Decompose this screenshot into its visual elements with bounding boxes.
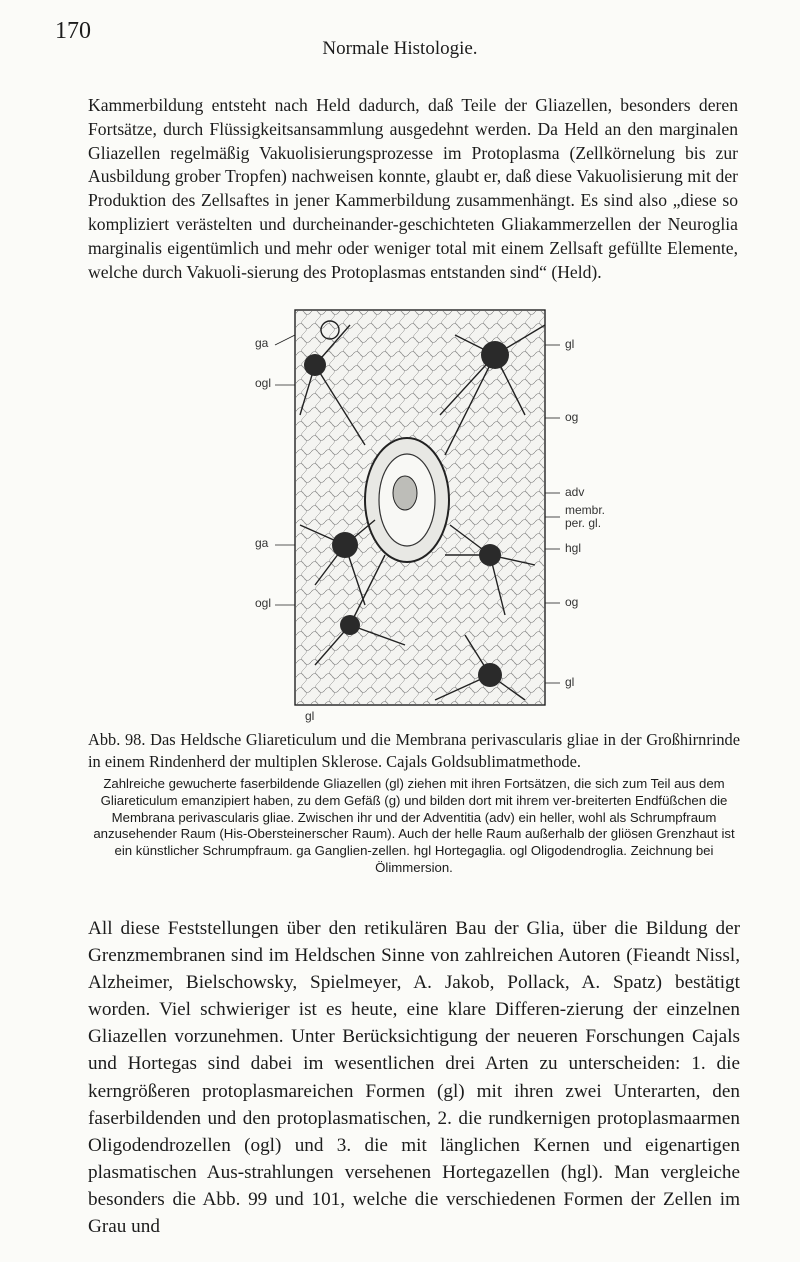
label-og-bottom: og (565, 595, 579, 609)
figure-caption-title: Abb. 98. Das Heldsche Gliareticulum und die Membrana perivascularis gliae in der Großhirnrinde in einem Rindenherd der multiplen Sklerose. Cajals Goldsublimatmethode. (88, 730, 740, 771)
figure-abb-98 (255, 305, 625, 725)
label-membr-per-gl: membr. per. gl. (565, 503, 606, 530)
label-ogl-top: ogl (255, 376, 272, 390)
label-ogl-bottom: ogl (255, 596, 272, 610)
paragraph-2: All diese Feststellungen über den retikulären Bau der Glia, über die Bildung der Grenzmembranen sind im Heldschen Sinne von zahlreichen Autoren (Fieandt Nissl, Alzheimer, Bielschowsky, Spielmeyer, A. Jakob, Pollack, A. Spatz) bestätigt worden. Viel schwieriger ist es heute, eine klare Differen-zierung der einzelnen Gliazellen vorzunehmen. Unter Berücksichtigung der neueren Forschungen Cajals und Hortegas sind dabei im wesentlichen drei Arten zu unterscheiden: 1. die kerngrößeren protoplasmareichen Formen (gl) mit ihren zwei Unterarten, den faserbildenden und den protoplasmatischen, 2. die rundkernigen protoplasmaarmen Oligodendrozellen (ogl) und 3. die mit länglichen Kernen und eigenartigen plasmatischen Aus-strahlungen versehenen Hortegazellen (hgl). Man vergleiche besonders die Abb. 99 und 101, welche die verschiedenen Formen der Zellen im Grau und (88, 918, 740, 1238)
page-number: 170 (55, 18, 91, 44)
label-ga-middle: ga (255, 536, 269, 550)
label-gl-bottom: gl (305, 709, 315, 723)
figure-caption-body: Zahlreiche gewucherte faserbildende Gliazellen (gl) ziehen mit ihren Fortsätzen, die sich zum Teil aus dem Gliareticulum emanzipiert haben, zu dem Gefäß (g) und bilden dort mit ihrem ver-breiterten Endfüßchen die Membrana perivascularis gliae. Zwischen ihr und der Adventitia (adv) ein heller, wohl als Schrumpfraum anzusehender Raum (His-Obersteinerscher Raum). Auch der helle Raum außerhalb der gliösen Grenzhaut ist ein künstlicher Schrumpfraum. ga Ganglien-zellen. hgl Hortegaglia. ogl Oligodendroglia. Zeichnung bei Ölimmersion. (93, 776, 735, 875)
label-gl-bottom-right: gl (565, 675, 575, 689)
label-hgl: hgl (565, 541, 582, 555)
label-ga-top: ga (255, 336, 269, 350)
label-gl-top: gl (565, 337, 575, 351)
running-head: Normale Histologie. (322, 38, 478, 59)
paragraph-1: Kammerbildung entsteht nach Held dadurch, daß Teile der Gliazellen, besonders deren Fortsätze, durch Flüssigkeitsansammlung ausgedehnt werden. Da Held an den marginalen Gliazellen regelmäßig Vakuolisierungsprozesse im Protoplasma (Zellkörnelung bis zur Ausbildung grober Tropfen) nachweisen konnte, glaubt er, daß diese Vakuolisierung mit der Produktion des Zellsaftes in jener Kammerbildung zusammenhängt. Es sind also „diese so kompliziert verästelten und durcheinander-geschichteten Gliakammerzellen der Neuroglia marginalis eigentümlich und mehr oder weniger total mit einem Zellsaft gefüllte Elemente, welche durch Vakuoli-sierung des Protoplasmas entstanden sind“ (Held). (88, 95, 738, 282)
label-og-top: og (565, 410, 579, 424)
label-adv: adv (565, 485, 585, 499)
